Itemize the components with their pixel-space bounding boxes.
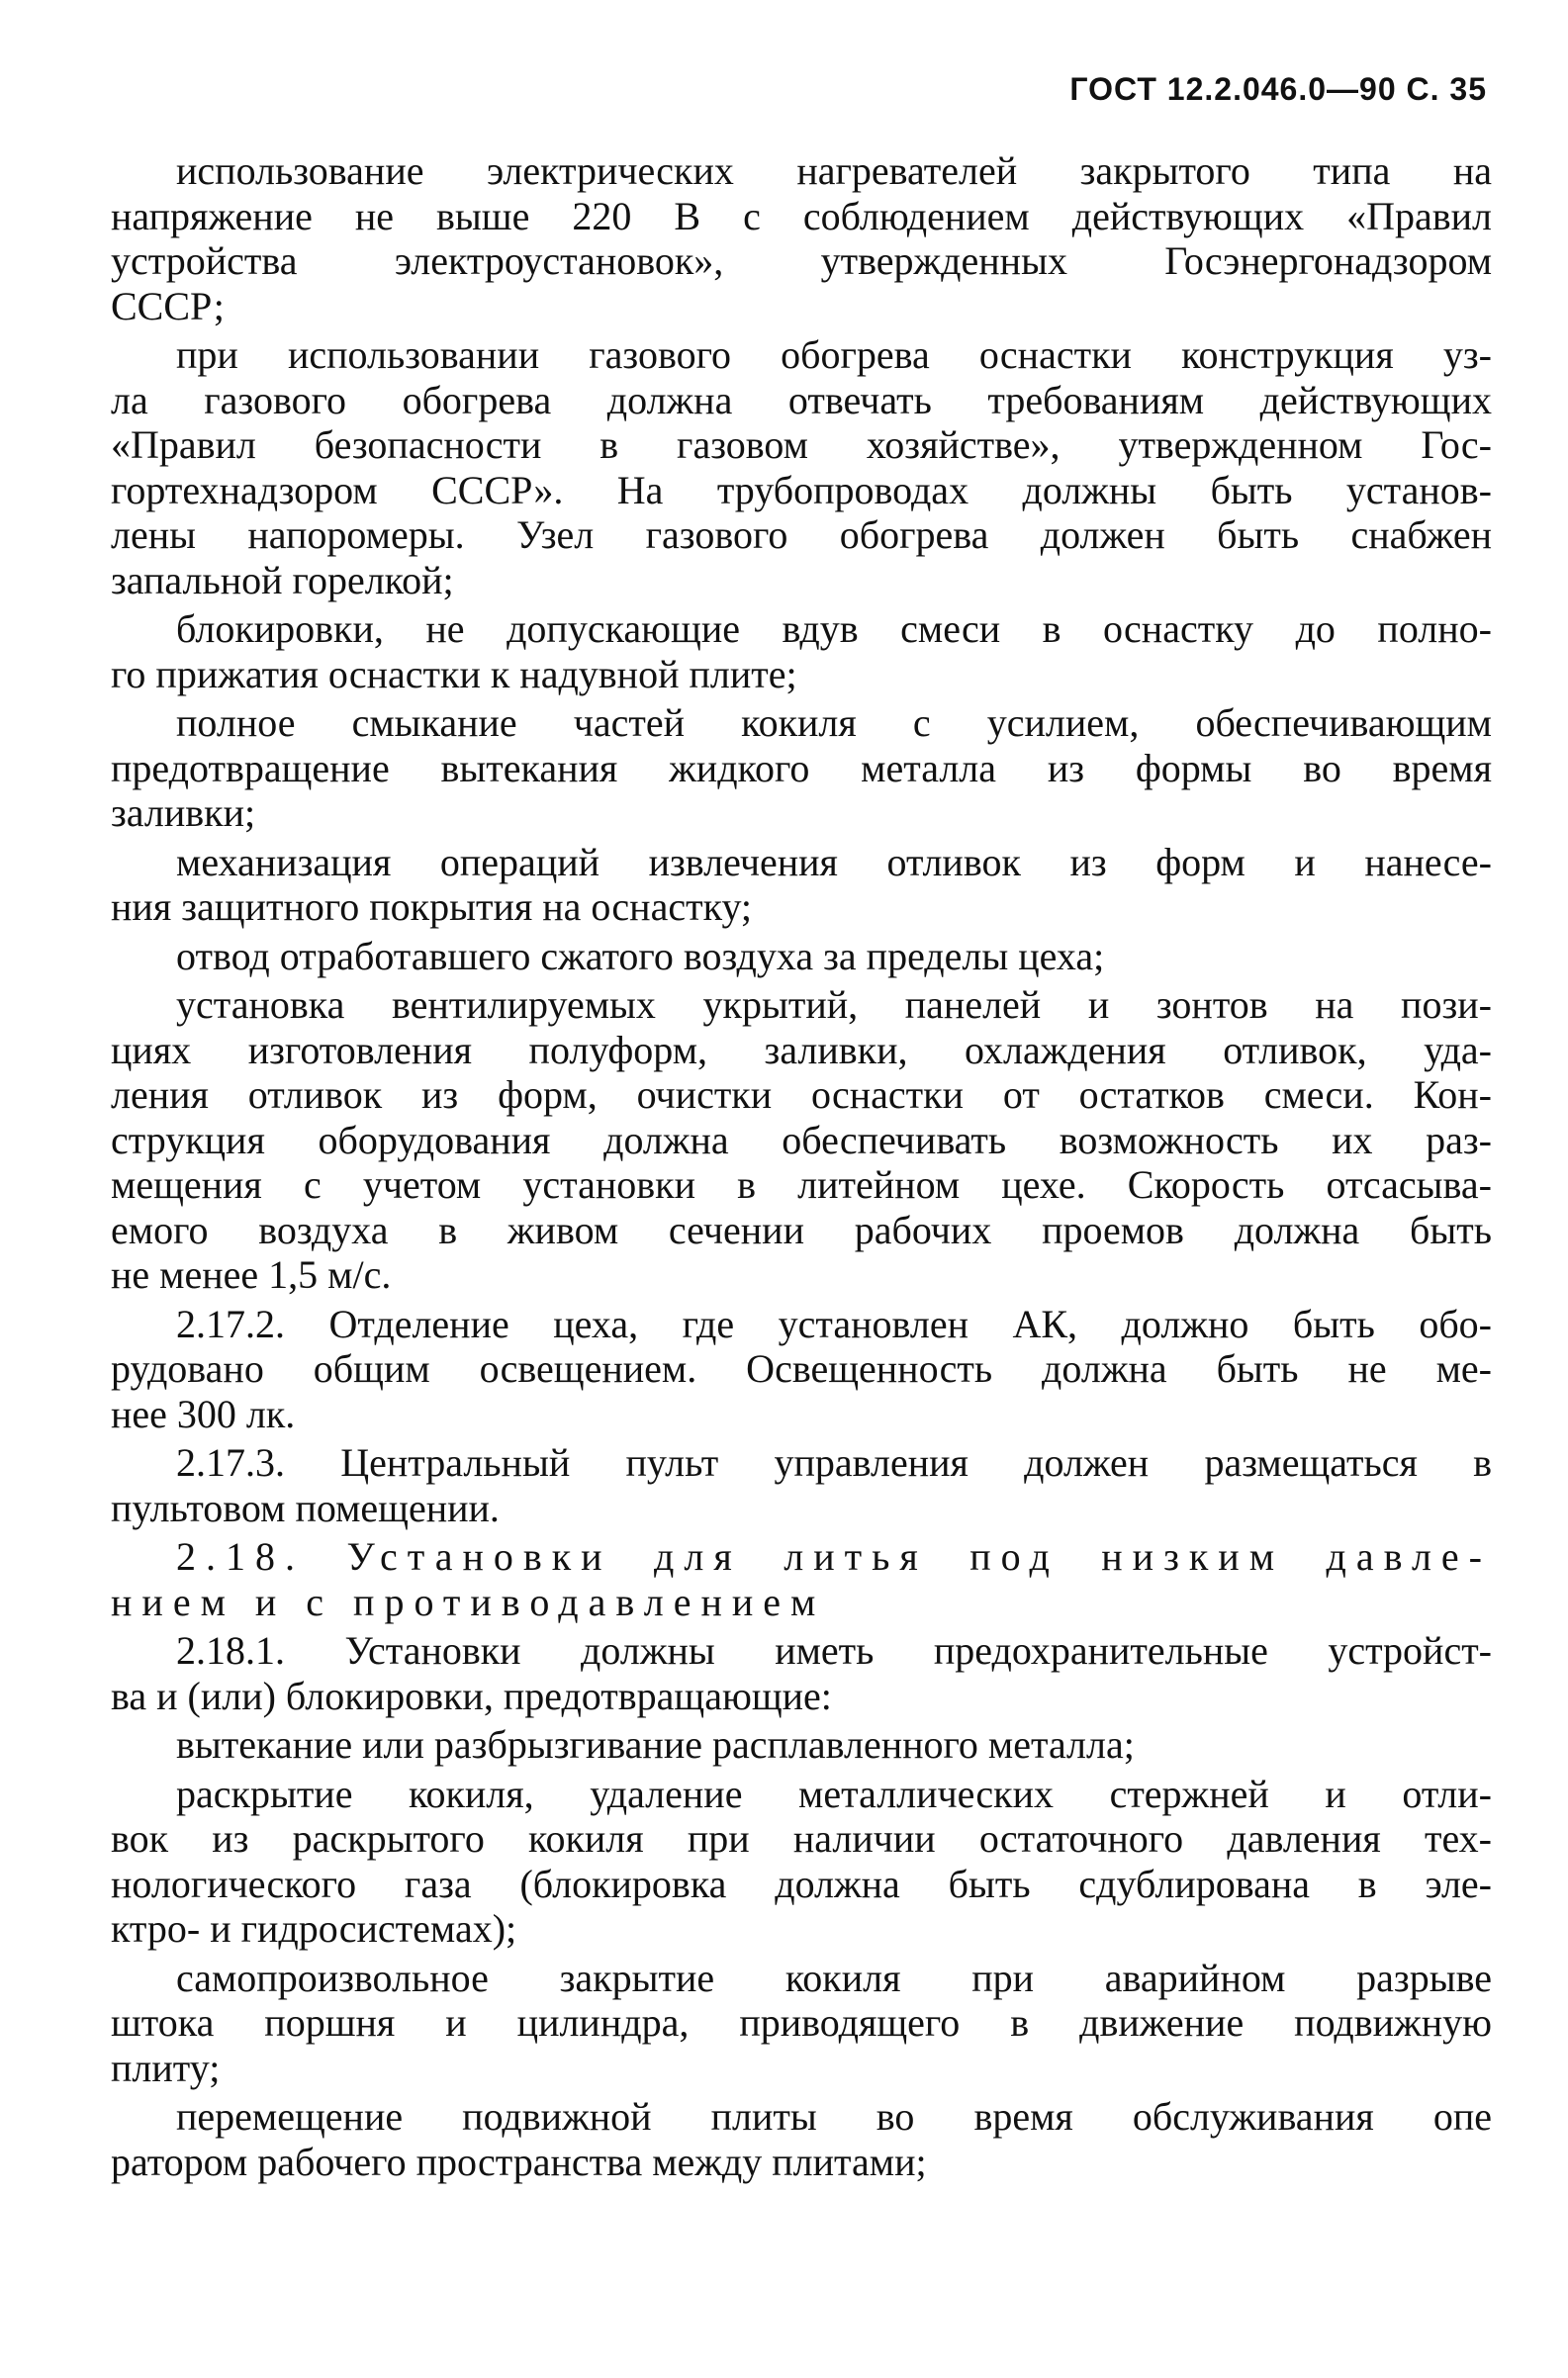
text-line: напряжение не выше 220 В с соблюдением действующих «Правил: [111, 193, 1492, 238]
text-line: ктро- и гидросистемах);: [111, 1906, 517, 1951]
paragraph: [111, 934, 1492, 979]
text-line: емого воздуха в живом сечении рабочих проемов должна быть: [111, 1207, 1492, 1252]
paragraph: [111, 700, 1492, 836]
text-line: устройства электроустановок», утвержденных Госэнергонадзором: [111, 238, 1492, 283]
text-line: ратором рабочего пространства между плитами;: [111, 2139, 927, 2184]
text-line: 2.17.3. Центральный пульт управления должен размещаться в: [176, 1440, 1492, 1485]
text-line: отвод отработавшего сжатого воздуха за пределы цеха;: [176, 933, 1105, 978]
text-line: циях изготовления полуформ, заливки, охлаждения отливок, уда-: [111, 1027, 1492, 1072]
text-line: использование электрических нагревателей закрытого типа на: [176, 148, 1492, 193]
paragraph: [111, 332, 1492, 602]
text-line: «Правил безопасности в газовом хозяйстве», утвержденном Гос-: [111, 422, 1492, 467]
text-line: 2.17.2. Отделение цеха, где установлен АК, должно быть обо-: [176, 1301, 1492, 1346]
text-line: раскрытие кокиля, удаление металлических стержней и отли-: [176, 1771, 1492, 1816]
text-line: не менее 1,5 м/с.: [111, 1252, 392, 1297]
text-line: самопроизвольное закрытие кокиля при аварийном разрыве: [176, 1955, 1492, 2000]
text-line: лены напоромеры. Узел газового обогрева должен быть снабжен: [111, 512, 1492, 557]
paragraph: [111, 1956, 1492, 2091]
text-line: рудовано общим освещением. Освещенность должна быть не ме-: [111, 1346, 1492, 1391]
text-line: ления отливок из форм, очистки оснастки от остатков смеси. Кон-: [111, 1072, 1492, 1117]
text-line: механизация операций извлечения отливок из форм и нанесе-: [176, 839, 1492, 884]
text-line: запальной горелкой;: [111, 557, 454, 602]
paragraph: [111, 1628, 1492, 1718]
text-line: заливки;: [111, 790, 256, 835]
text-line: предотвращение вытекания жидкого металла из формы во время: [111, 745, 1492, 790]
text-line: ва и (или) блокировки, предотвращающие:: [111, 1673, 832, 1718]
text-line: штока поршня и цилиндра, приводящего в движение подвижную: [111, 2000, 1492, 2045]
text-line: гортехнадзором СССР». На трубопроводах должны быть установ-: [111, 467, 1492, 512]
text-line: вок из раскрытого кокиля при наличии остаточного давления тех-: [111, 1816, 1492, 1861]
text-line: струкция оборудования должна обеспечивать возможность их раз-: [111, 1117, 1492, 1162]
text-line: го прижатия оснастки к надувной плите;: [111, 651, 797, 696]
text-line: СССР;: [111, 283, 225, 328]
document-body: [111, 148, 1492, 2188]
section-heading: [111, 1534, 1492, 1624]
text-line: нологического газа (блокировка должна быть сдублирована в эле-: [111, 1861, 1492, 1906]
text-line: пультовом помещении.: [111, 1485, 500, 1530]
paragraph: [111, 1302, 1492, 1437]
text-line: блокировки, не допускающие вдув смеси в оснастку до полно-: [176, 606, 1492, 651]
text-line: установка вентилируемых укрытий, панелей и зонтов на пози-: [176, 982, 1492, 1027]
text-line: 2.18.1. Установки должны иметь предохранительные устройст-: [176, 1628, 1492, 1673]
text-line: ния защитного покрытия на оснастку;: [111, 884, 753, 929]
text-line: нее 300 лк.: [111, 1391, 296, 1436]
paragraph: [111, 840, 1492, 930]
paragraph: [111, 1440, 1492, 1530]
text-line: плиту;: [111, 2045, 221, 2090]
text-line: мещения с учетом установки в литейном цехе. Скорость отсасыва-: [111, 1162, 1492, 1207]
heading-line: нием и с противодавлением: [111, 1579, 826, 1624]
text-line: при использовании газового обогрева оснастки конструкция уз-: [176, 332, 1492, 377]
page-header: ГОСТ 12.2.046.0—90 С. 35: [1069, 71, 1487, 107]
paragraph: [111, 148, 1492, 328]
text-line: ла газового обогрева должна отвечать требованиям действующих: [111, 377, 1492, 422]
text-line: вытекание или разбрызгивание расплавленного металла;: [176, 1722, 1135, 1767]
paragraph: [111, 982, 1492, 1298]
paragraph: [111, 2094, 1492, 2184]
paragraph: [111, 606, 1492, 696]
paragraph: [111, 1772, 1492, 1952]
heading-line: 2.18. Установки для литья под низким давле-: [176, 1534, 1492, 1579]
paragraph: [111, 1722, 1492, 1768]
text-line: полное смыкание частей кокиля с усилием, обеспечивающим: [176, 700, 1492, 745]
text-line: перемещение подвижной плиты во время обслуживания опе: [176, 2094, 1492, 2139]
